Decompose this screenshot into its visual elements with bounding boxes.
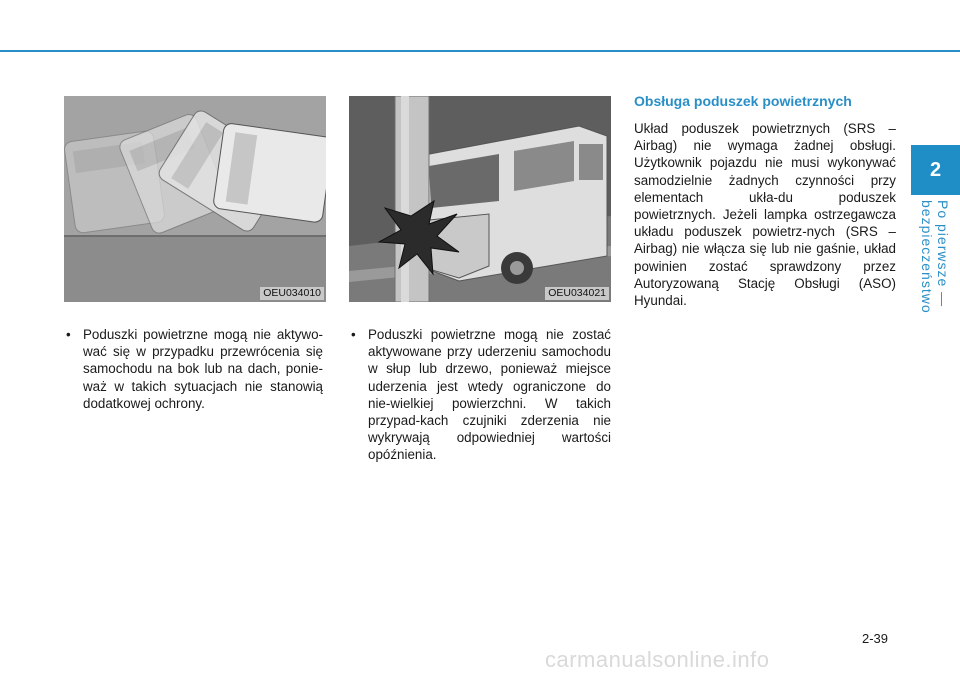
rollover-van-illustration [64,96,326,302]
pole-crash-van-illustration [349,96,611,302]
bullet-text: Poduszki powietrzne mogą nie zostać aktywowane przy uderzeniu samochodu w słup lub drzewo, ponieważ miejsce uderzenia jest wtedy ograniczone do nie-wielkiej powierzchni. W takich przypad-kach czujniki zderzenia nie wykrywają odpowiedniej wartości opóźnienia. [368,327,611,463]
page-number: 2-39 [862,631,889,646]
list-item [349,326,611,464]
list-item [64,326,323,412]
bullet-text: Poduszki powietrzne mogą nie aktywo-wać się w przypadku przewrócenia się samochodu na bok lub na dach, ponie-waż w takich sytuacjach nie stanowią dodatkowej ochrony. [83,327,323,411]
figure-code: OEU034010 [260,287,324,300]
section-body: Układ poduszek powietrznych (SRS – Airbag) nie wymaga żadnej obsługi. Użytkownik pojazdu nie musi wykonywać samodzielnie żadnych czynności przy elementach ukła-du poduszek powietrznych. Jeżeli lampka ostrzegawcza układu poduszek powietrz-nych (SRS – Airbag) nie włącza się lub nie gaśnie, układ powinien zostać sprawdzony przez Autoryzowaną Stację Obsługi (ASO) Hyundai. [634,121,896,309]
section-heading: Obsługa poduszek powietrznych [634,93,852,109]
rollover-figure [64,96,326,302]
watermark: carmanualsonline.info [545,647,770,672]
chapter-side-title: Po pierwsze — bezpieczeństwo [919,200,951,314]
bullet-dot: • [351,327,356,342]
left-column [64,326,323,412]
figure-code: OEU034021 [545,287,609,300]
chapter-tab[interactable]: 2 [911,145,960,195]
middle-column [349,326,611,464]
header-rule [0,50,960,52]
pole-crash-figure [349,96,611,302]
bullet-dot: • [66,327,71,342]
